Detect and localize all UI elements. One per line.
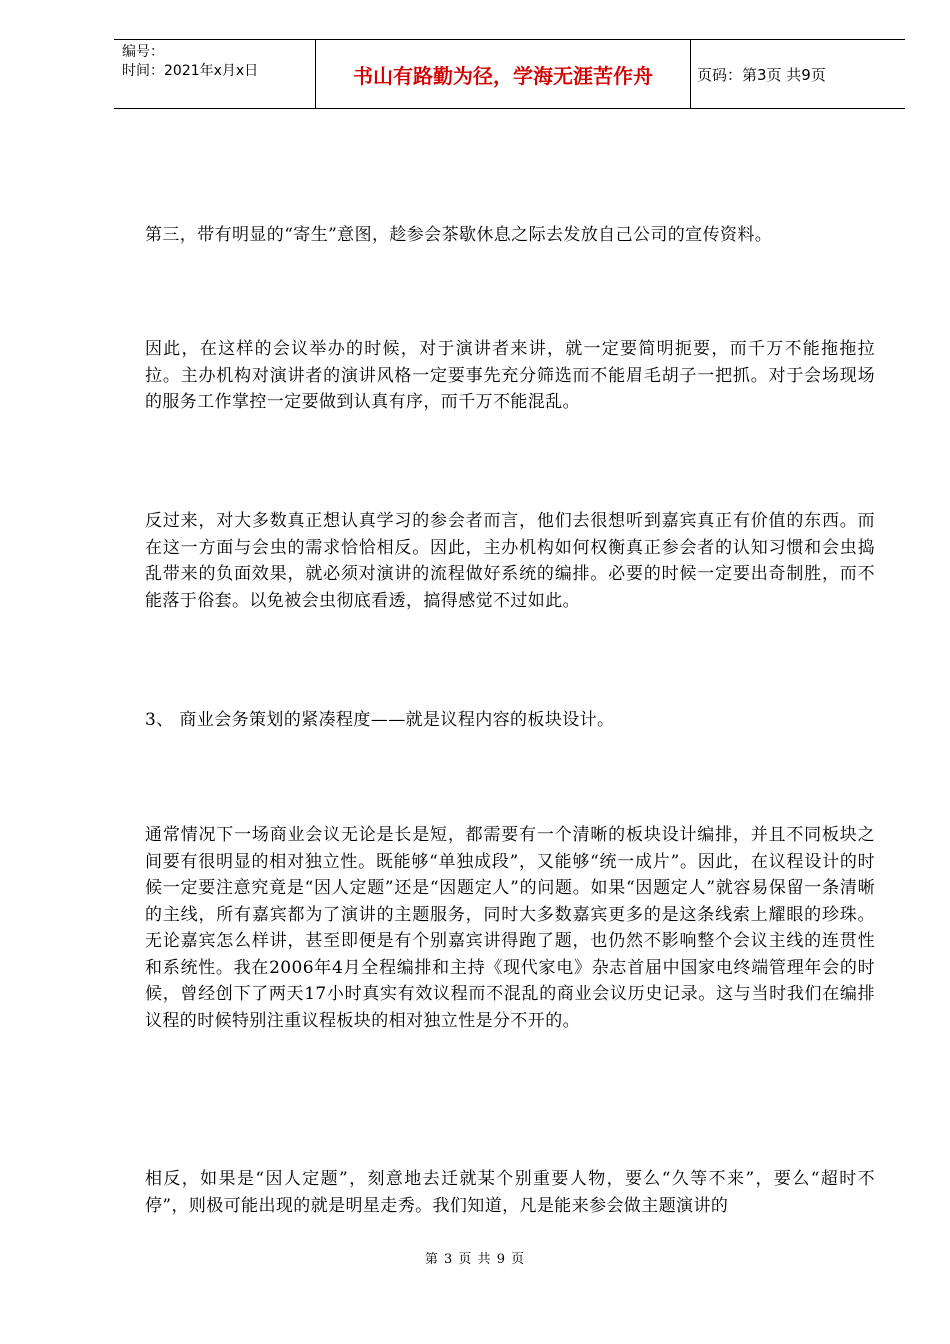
time-label: 时间：2021年x月x日 [122,63,259,79]
paragraph-4: 通常情况下一场商业会议无论是长是短，都需要有一个清晰的板块设计编排，并且不同板块之间要有很明显的相对独立性。既能够“单独成段”，又能够“统一成片”。因此，在议程设计的时候一定要注意究竟是“因人定题”还是“因题定人”的问题。如果“因题定人”就容易保留一条清晰的主线，所有嘉宾都为了演讲的主题服务，同时大多数嘉宾更多的是这条线索上耀眼的珍珠。无论嘉宾怎么样讲，甚至即便是有个别嘉宾讲得跑了题，也仍然不影响整个会议主线的连贯性和系统性。我在2006年4月全程编排和主持《现代家电》杂志首届中国家电终端管理年会的时候，曾经创下了两天17小时真实有效议程而不混乱的商业会议历史记录。这与当时我们在编排议程的时候特别注重议程板块的相对独立性是分不开的。 [145,825,875,1031]
paragraph-2: 因此，在这样的会议举办的时候，对于演讲者来讲，就一定要简明扼要，而千万不能拖拖拉拉。主办机构对演讲者的演讲风格一定要事先充分筛选而不能眉毛胡子一把抓。对于会场现场的服务工作掌控一定要做到认真有序，而千万不能混乱。 [145,339,875,412]
header-motto: 书山有路勤为径，学海无涯苦作舟 [353,63,653,88]
paragraph-1: 第三，带有明显的“寄生”意图，趁参会茶歇休息之际去发放自己公司的宣传资料。 [145,225,773,245]
page-footer: 第 3 页 共 9 页 [424,1252,526,1267]
paragraph-5: 相反，如果是“因人定题”，刻意地去迁就某个别重要人物，要么“久等不来”，要么“超时不停”，则极可能出现的就是明星走秀。我们知道，凡是能来参会做主题演讲的 [145,1169,875,1216]
number-label: 编号： [122,44,164,60]
header-page-code: 页码：第3页 共9页 [697,65,826,84]
header-divider-right [690,40,691,108]
header-meta [122,43,312,81]
section-heading-3: 3、 商业会务策划的紧凑程度——就是议程内容的板块设计。 [145,710,615,730]
document-header [114,39,905,109]
paragraph-3: 反过来，对大多数真正想认真学习的参会者而言，他们去很想听到嘉宾真正有价值的东西。而在这一方面与会虫的需求恰恰相反。因此，主办机构如何权衡真正参会者的认知习惯和会虫捣乱带来的负面效果，就必须对演讲的流程做好系统的编排。必要的时候一定要出奇制胜，而不能落于俗套。以免被会虫彻底看透，搞得感觉不过如此。 [145,511,875,611]
